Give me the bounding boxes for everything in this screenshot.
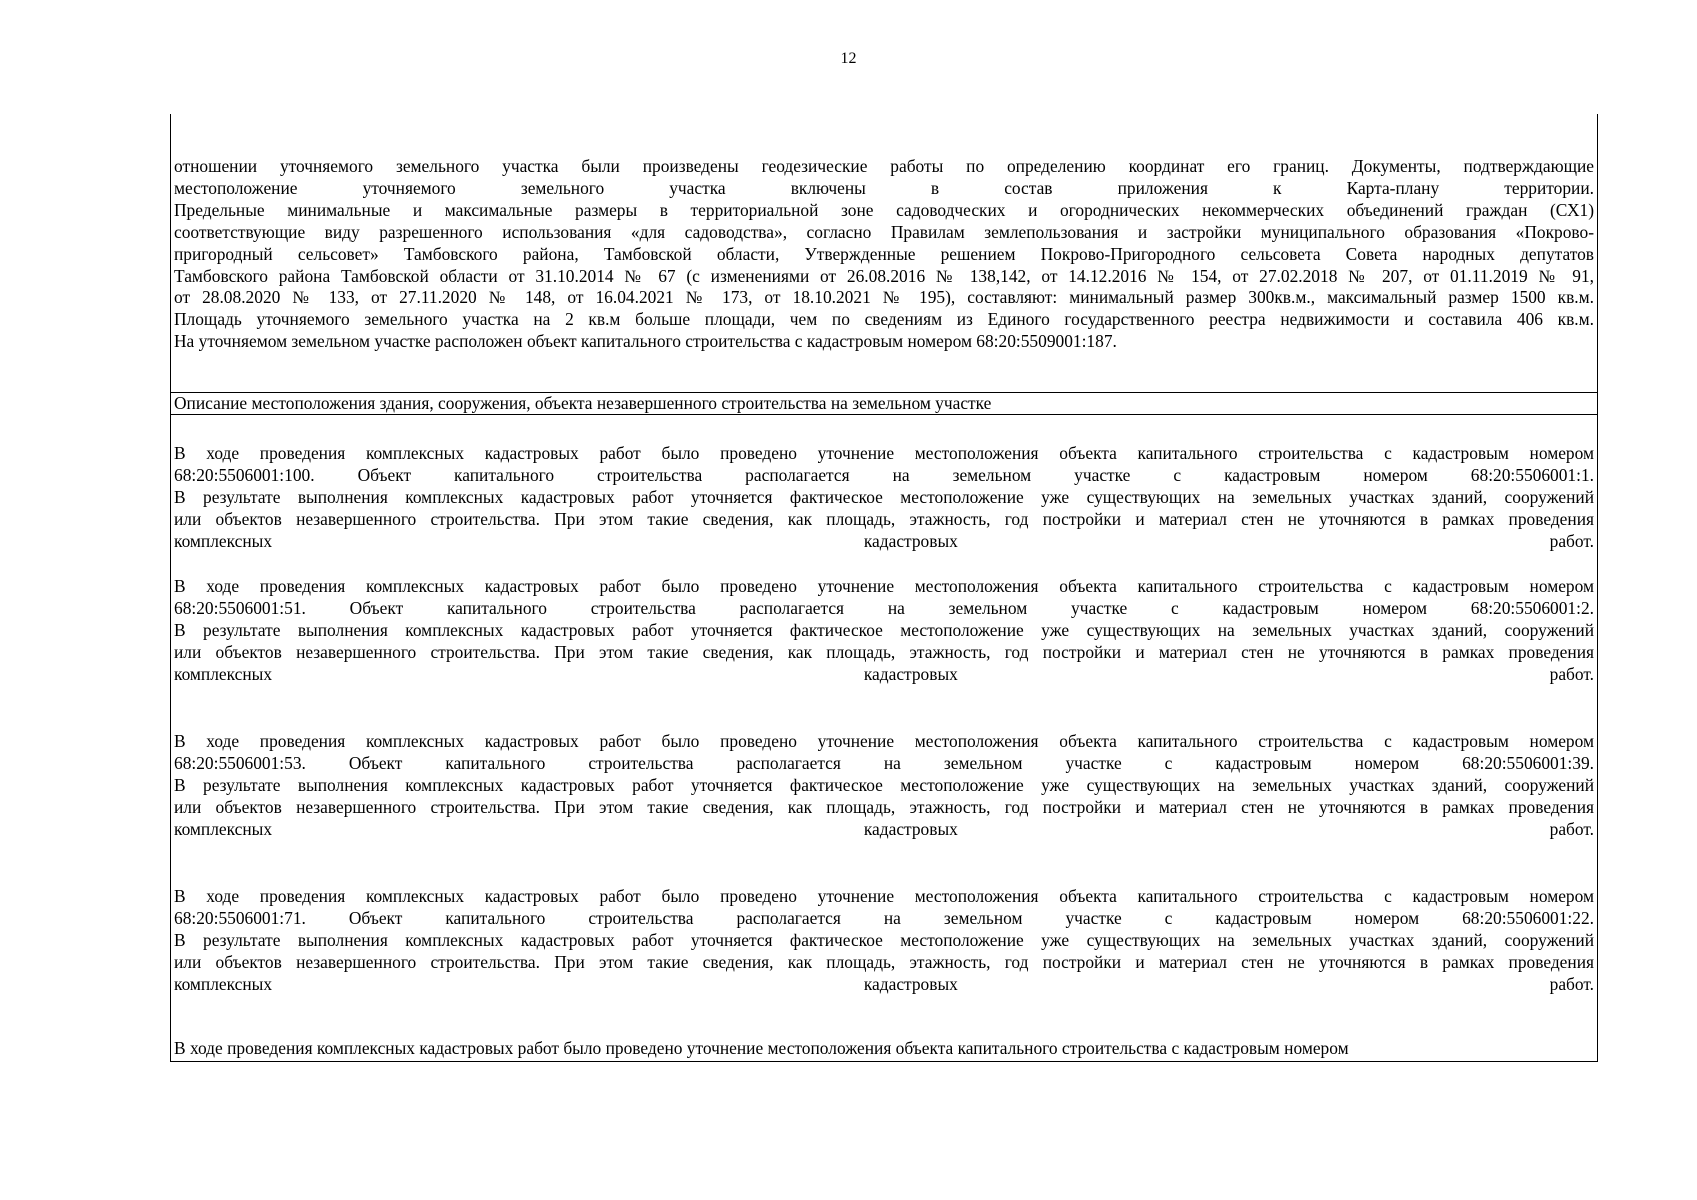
text-line: В результате выполнения комплексных кадастровых работ уточняется фактическое местоположение уже существующих на земельных участках зданий, сооружений (174, 619, 1594, 640)
text-line: или объектов незавершенного строительства. При этом такие сведения, как площадь, этажность, год постройки и материал стен не уточняются в рамках проведения (174, 641, 1594, 662)
text-line: Предельные минимальные и максимальные размеры в территориальной зоне садоводческих и огороднических некоммерческих объединений граждан (СХ1) (174, 199, 1594, 220)
text-line: отношении уточняемого земельного участка были произведены геодезические работы по определению координат его границ. Документы, подтверждающие (174, 156, 1594, 176)
text-line: комплексных кадастровых работ. (174, 530, 1594, 551)
text-line: или объектов незавершенного строительства. При этом такие сведения, как площадь, этажность, год постройки и материал стен не уточняются в рамках проведения (174, 796, 1594, 817)
text-line: В ходе проведения комплексных кадастровых работ было проведено уточнение местоположения объекта капитального строительства с кадастровым номером (174, 731, 1594, 751)
text-line: В результате выполнения комплексных кадастровых работ уточняется фактическое местоположение уже существующих на земельных участках зданий, сооружений (174, 486, 1594, 507)
text-line: В ходе проведения комплексных кадастровых работ было проведено уточнение местоположения объекта капитального строительства с кадастровым номером (174, 886, 1594, 906)
entry-paragraph (174, 1038, 1594, 1060)
text-line: 68:20:5506001:100. Объект капитального строительства располагается на земельном участке с кадастровым номером 68:20:5506001:1. (174, 464, 1594, 485)
entry-paragraph (174, 443, 1594, 553)
entry-paragraph (174, 886, 1594, 996)
text-line: соответствующие виду разрешенного использования «для садоводства», согласно Правилам землепользования и застройки муниципального образования «Покрово- (174, 221, 1594, 242)
section-heading: Описание местоположения здания, сооружения, объекта незавершенного строительства на земельном участке (171, 392, 1597, 415)
text-line: В результате выполнения комплексных кадастровых работ уточняется фактическое местоположение уже существующих на земельных участках зданий, сооружений (174, 929, 1594, 950)
text-line: местоположение уточняемого земельного участка включены в состав приложения к Карта-плану территории. (174, 177, 1594, 198)
intro-paragraph (174, 156, 1594, 353)
text-line: комплексных кадастровых работ. (174, 818, 1594, 839)
text-line: В ходе проведения комплексных кадастровых работ было проведено уточнение местоположения объекта капитального строительства с кадастровым номером (174, 1038, 1349, 1058)
text-line: 68:20:5506001:51. Объект капитального строительства располагается на земельном участке с кадастровым номером 68:20:5506001:2. (174, 597, 1594, 618)
entry-paragraph (174, 576, 1594, 686)
document-table-frame (170, 114, 1598, 1062)
text-line: В ходе проведения комплексных кадастровых работ было проведено уточнение местоположения объекта капитального строительства с кадастровым номером (174, 443, 1594, 463)
text-line: 68:20:5506001:71. Объект капитального строительства располагается на земельном участке с кадастровым номером 68:20:5506001:22. (174, 907, 1594, 928)
text-line: или объектов незавершенного строительства. При этом такие сведения, как площадь, этажность, год постройки и материал стен не уточняются в рамках проведения (174, 508, 1594, 529)
entry-paragraph (174, 731, 1594, 841)
text-line: 68:20:5506001:53. Объект капитального строительства располагается на земельном участке с кадастровым номером 68:20:5506001:39. (174, 752, 1594, 773)
text-line: пригородный сельсовет» Тамбовского района, Тамбовской области, Утвержденные решением Покрово-Пригородного сельсовета Совета народных депутатов (174, 243, 1594, 264)
text-line: от 28.08.2020 № 133, от 27.11.2020 № 148, от 16.04.2021 № 173, от 18.10.2021 № 195), составляют: минимальный размер 300кв.м., максимальный размер 1500 кв.м. (174, 287, 1594, 308)
text-line: В ходе проведения комплексных кадастровых работ было проведено уточнение местоположения объекта капитального строительства с кадастровым номером (174, 576, 1594, 596)
text-line: комплексных кадастровых работ. (174, 663, 1594, 684)
text-line: На уточняемом земельном участке расположен объект капитального строительства с кадастровым номером 68:20:5509001:187. (174, 331, 1117, 352)
text-line: В результате выполнения комплексных кадастровых работ уточняется фактическое местоположение уже существующих на земельных участках зданий, сооружений (174, 774, 1594, 795)
text-line: или объектов незавершенного строительства. При этом такие сведения, как площадь, этажность, год постройки и материал стен не уточняются в рамках проведения (174, 951, 1594, 972)
text-line: Тамбовского района Тамбовской области от 31.10.2014 № 67 (с изменениями от 26.08.2016 № 138,142, от 14.12.2016 № 154, от 27.02.2018 № 207, от 01.11.2019 № 91, (174, 265, 1594, 286)
text-line: комплексных кадастровых работ. (174, 973, 1594, 994)
page-number: 12 (840, 50, 857, 67)
text-line: Площадь уточняемого земельного участка на 2 кв.м больше площади, чем по сведениям из Единого государственного реестра недвижимости и составила 406 кв.м. (174, 309, 1594, 330)
